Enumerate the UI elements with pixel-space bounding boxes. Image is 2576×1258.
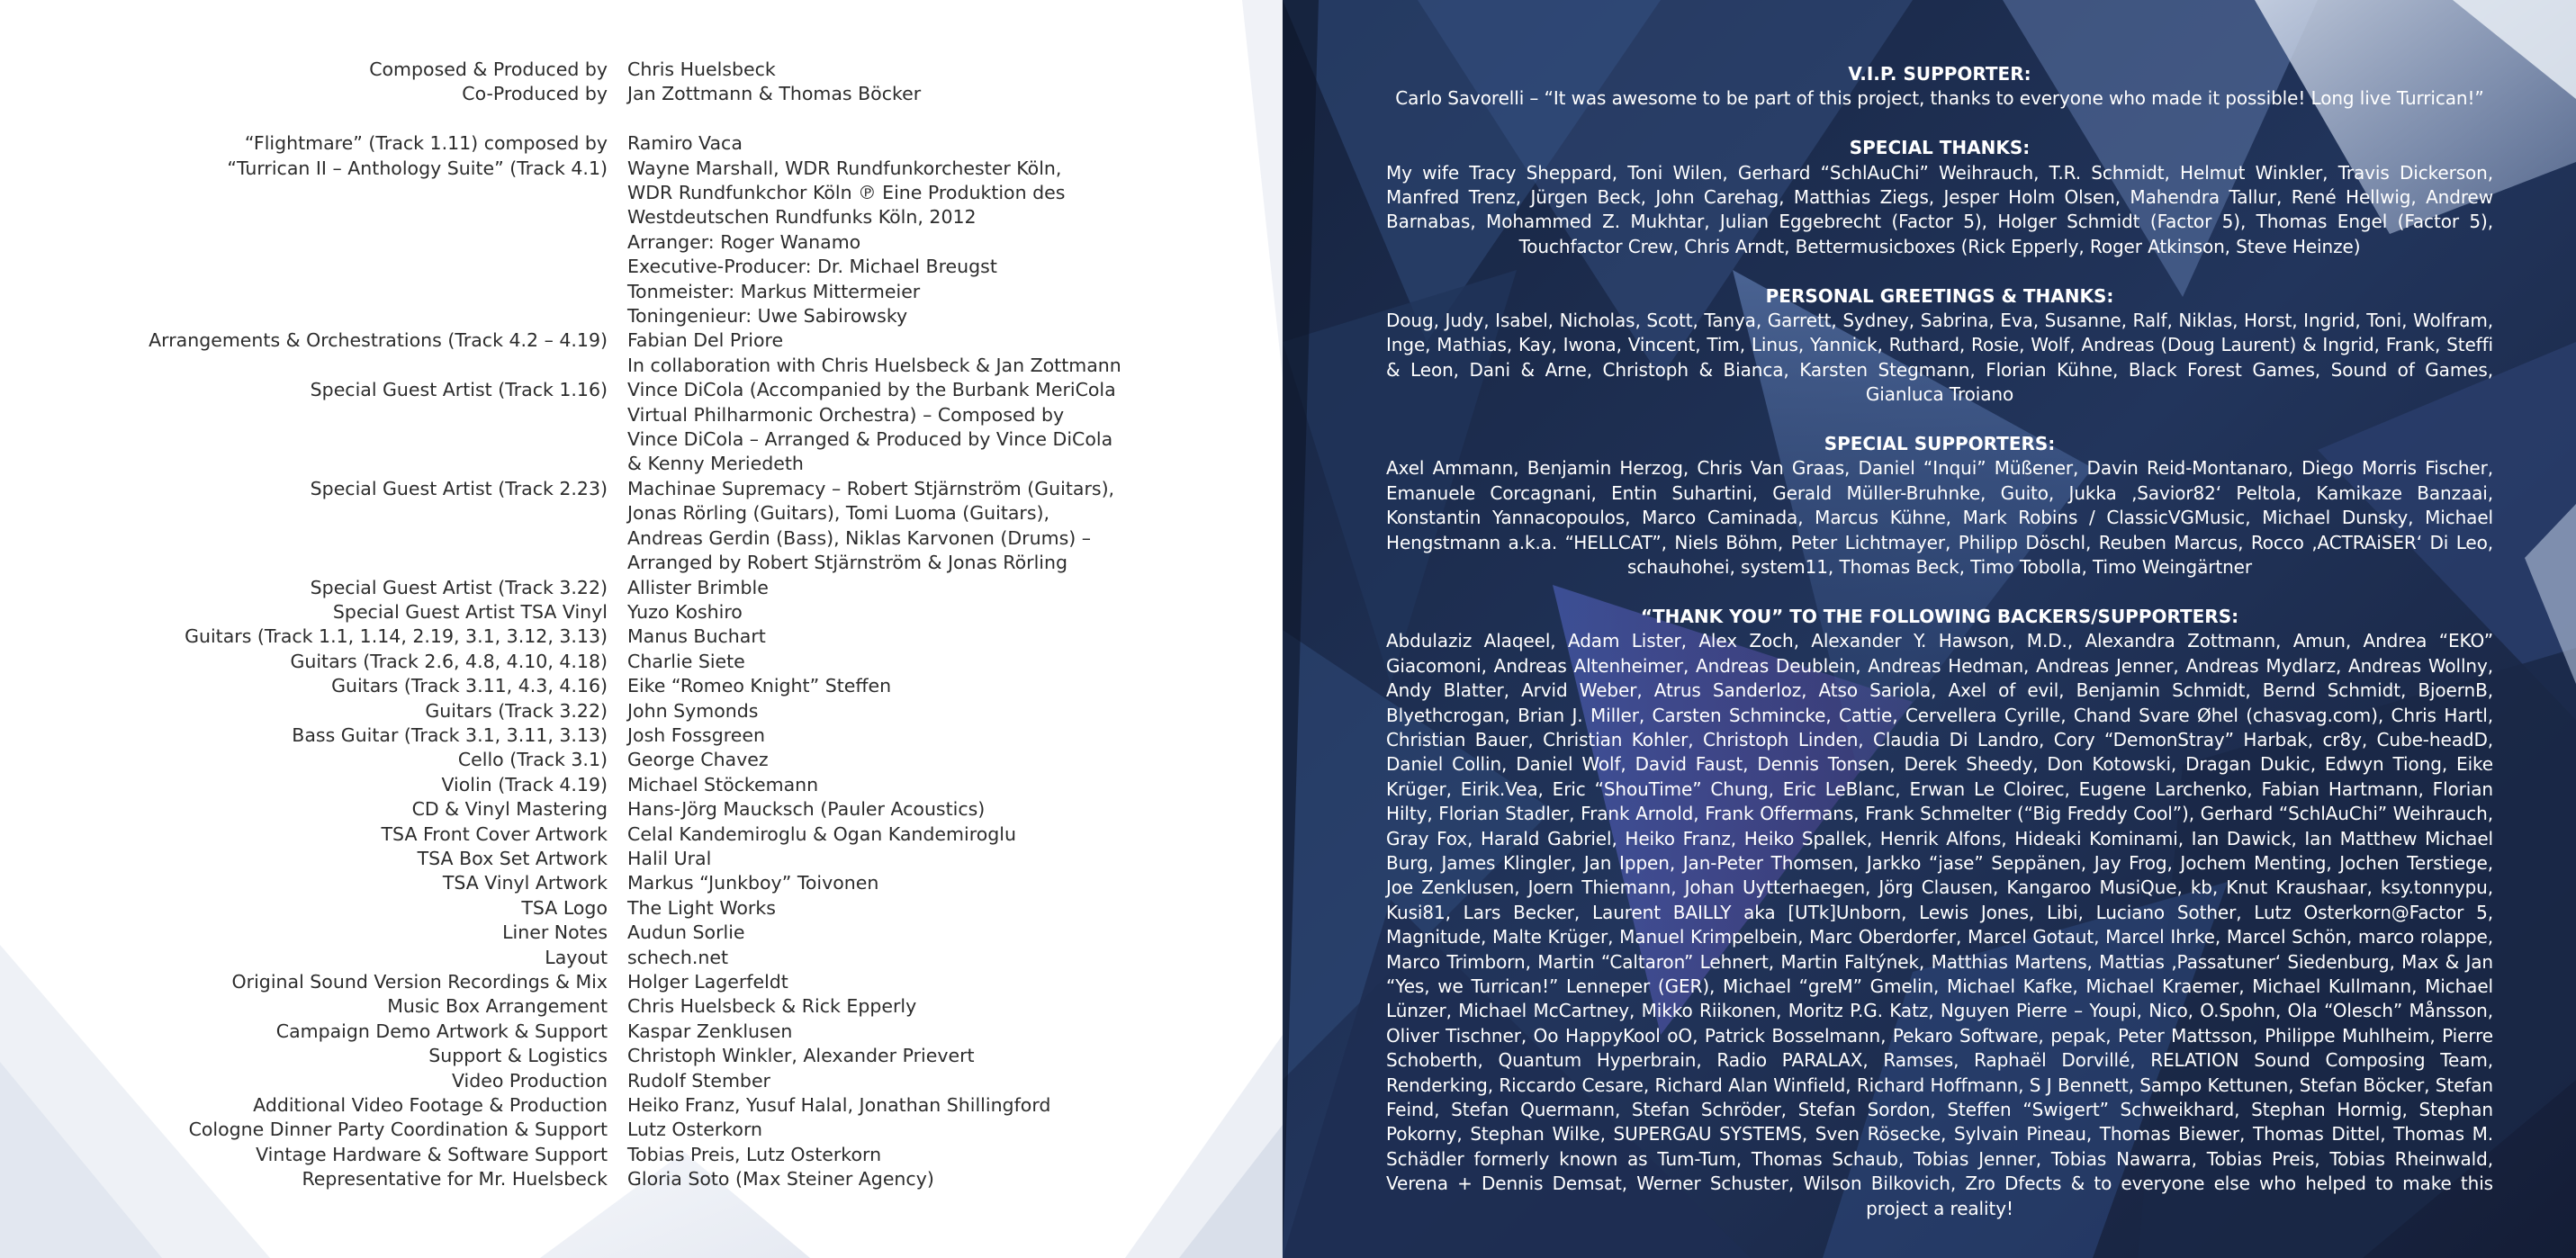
credit-name-line: Allister Brimble bbox=[627, 576, 769, 598]
special-supporters-heading: SPECIAL SUPPORTERS: bbox=[1824, 433, 2056, 455]
credit-names bbox=[627, 773, 1131, 797]
credit-names bbox=[627, 723, 1131, 748]
credit-name-line: Chris Huelsbeck & Rick Epperly bbox=[627, 995, 917, 1018]
credit-name-line: Markus “Junkboy” Toivonen bbox=[627, 872, 879, 894]
credit-role: Special Guest Artist (Track 2.23) bbox=[310, 477, 608, 499]
credit-role: Representative for Mr. Huelsbeck bbox=[302, 1168, 608, 1191]
credit-row bbox=[0, 699, 1283, 723]
credit-name-line: & Kenny Meriedeth bbox=[627, 453, 804, 475]
credit-role: “Flightmare” (Track 1.11) composed by bbox=[244, 132, 608, 155]
credit-row bbox=[0, 650, 1283, 674]
credit-row bbox=[0, 994, 1283, 1019]
credit-role: Cologne Dinner Party Coordination & Support bbox=[188, 1119, 608, 1141]
special-supporters-section bbox=[1386, 432, 2493, 580]
credit-name-line: Arranger: Roger Wanamo bbox=[627, 230, 861, 253]
credit-name-line: Machinae Supremacy – Robert Stjärnström (Guitars), bbox=[627, 477, 1115, 499]
credit-name-line: Jonas Rörling (Guitars), Tomi Luoma (Guitars), bbox=[627, 502, 1050, 525]
credit-names bbox=[627, 600, 1131, 625]
credit-name-line: Celal Kandemiroglu & Ogan Kandemiroglu bbox=[627, 822, 1016, 845]
special-thanks-heading: SPECIAL THANKS: bbox=[1849, 137, 2031, 159]
credit-names bbox=[627, 1167, 1131, 1191]
credit-names bbox=[627, 58, 1131, 82]
credit-name-line: Kaspar Zenklusen bbox=[627, 1020, 793, 1042]
credit-row bbox=[0, 600, 1283, 625]
credit-role: Co-Produced by bbox=[462, 83, 608, 105]
credit-name-line: Charlie Siete bbox=[627, 650, 745, 672]
credit-name-line: Vince DiCola (Accompanied by the Burbank MeriCola bbox=[627, 379, 1116, 401]
credit-name-line: schech.net bbox=[627, 946, 728, 968]
credit-row bbox=[0, 946, 1283, 970]
credit-names bbox=[627, 157, 1131, 329]
credit-name-line: Executive-Producer: Dr. Michael Breugst bbox=[627, 256, 997, 278]
credit-name-line: John Symonds bbox=[627, 699, 759, 722]
credit-role: Special Guest Artist TSA Vinyl bbox=[332, 600, 608, 623]
credit-name-line: Yuzo Koshiro bbox=[627, 600, 743, 623]
credit-name-line: Heiko Franz, Yusuf Halal, Jonathan Shillingford bbox=[627, 1094, 1051, 1117]
credit-row bbox=[0, 157, 1283, 329]
credit-role: Guitars (Track 3.11, 4.3, 4.16) bbox=[331, 675, 608, 697]
credit-names bbox=[627, 625, 1131, 649]
credit-names bbox=[627, 847, 1131, 871]
credit-name-line: Andreas Gerdin (Bass), Niklas Karvonen (Drums) – bbox=[627, 526, 1092, 549]
credit-role: Special Guest Artist (Track 3.22) bbox=[310, 576, 608, 598]
personal-greetings-heading: PERSONAL GREETINGS & THANKS: bbox=[1765, 284, 2114, 307]
credit-name-line: Lutz Osterkorn bbox=[627, 1119, 763, 1141]
personal-greetings-body: Doug, Judy, Isabel, Nicholas, Scott, Tanya, Garrett, Sydney, Sabrina, Eva, Susanne, Ralf, Niklas, Horst, Ingrid, Toni, Wolfram, Inge, Mathias, Kay, Iwona, Vincent, Tim, Linus, Yannick, Ruthard, Rosie, Wolf, Andreas (Doug Laurent) & Ingrid, Frank, Steffi & Leon, Dani & Arne, Christoph & Bianca, Karsten Stegmann, Florian Kühne, Black Forest Games, Sound of Games, Gianluca Troiano bbox=[1386, 310, 2493, 406]
credit-name-line: Holger Lagerfeldt bbox=[627, 971, 788, 993]
credit-names bbox=[627, 1020, 1131, 1044]
credit-name-line: The Light Works bbox=[627, 896, 776, 919]
credit-role: Support & Logistics bbox=[428, 1045, 608, 1067]
credit-row bbox=[0, 131, 1283, 156]
credit-role: TSA Vinyl Artwork bbox=[442, 872, 608, 894]
credit-role: Guitars (Track 1.1, 1.14, 2.19, 3.1, 3.12, 3.13) bbox=[185, 625, 608, 648]
credit-role: “Turrican II – Anthology Suite” (Track 4.1) bbox=[227, 157, 608, 179]
credit-names bbox=[627, 994, 1131, 1019]
credit-row bbox=[0, 896, 1283, 921]
backers-heading: “THANK YOU” TO THE FOLLOWING BACKERS/SUPPORTERS: bbox=[1640, 605, 2239, 627]
credit-name-line: WDR Rundfunkchor Köln ℗ Eine Produktion des bbox=[627, 182, 1066, 204]
credit-role: Guitars (Track 2.6, 4.8, 4.10, 4.18) bbox=[290, 650, 608, 672]
credit-row bbox=[0, 82, 1283, 106]
credit-row bbox=[0, 1143, 1283, 1167]
special-thanks-body: My wife Tracy Sheppard, Toni Wilen, Gerhard “SchlAuChi” Weihrauch, T.R. Schmidt, Helmut Winkler, Travis Dickerson, Manfred Trenz, Jürgen Beck, John Carehag, Matthias Ziegs, Jesper Holm Olsen, Mahendra Tallur, René Hellwig, Andrew Barnabas, Mohammed Z. Mukhtar, Julian Eggebrecht (Factor 5), Holger Schmidt (Factor 5), Thomas Engel (Factor 5), Touchfactor Crew, Chris Arndt, Bettermusicboxes (Rick Epperly, Roger Atkinson, Steve Heinze) bbox=[1386, 161, 2493, 257]
credit-role: Special Guest Artist (Track 1.16) bbox=[310, 379, 608, 401]
credits-spacer bbox=[0, 107, 1283, 131]
credit-names bbox=[627, 1143, 1131, 1167]
credit-name-line: Arranged by Robert Stjärnström & Jonas Rörling bbox=[627, 552, 1067, 574]
credit-role: CD & Vinyl Mastering bbox=[411, 798, 608, 821]
credits-page bbox=[0, 0, 1283, 1258]
credit-names bbox=[627, 328, 1131, 378]
credit-names bbox=[627, 650, 1131, 674]
credit-row bbox=[0, 625, 1283, 649]
credit-role: TSA Front Cover Artwork bbox=[381, 822, 608, 845]
credit-names bbox=[627, 477, 1131, 576]
credit-role: Composed & Produced by bbox=[369, 58, 608, 80]
credit-row bbox=[0, 1093, 1283, 1118]
credit-row bbox=[0, 576, 1283, 600]
credit-role: Music Box Arrangement bbox=[387, 995, 608, 1018]
credit-names bbox=[627, 797, 1131, 822]
credit-role: Cello (Track 3.1) bbox=[457, 749, 608, 771]
credit-row bbox=[0, 1118, 1283, 1142]
credit-row bbox=[0, 847, 1283, 871]
credits-list bbox=[0, 58, 1283, 1192]
credit-name-line: Ramiro Vaca bbox=[627, 132, 743, 155]
credit-name-line: Hans-Jörg Maucksch (Pauler Acoustics) bbox=[627, 798, 986, 821]
credit-names bbox=[627, 946, 1131, 970]
credit-name-line: Toningenieur: Uwe Sabirowsky bbox=[627, 305, 908, 328]
credit-row bbox=[0, 773, 1283, 797]
credit-row bbox=[0, 871, 1283, 895]
credit-row bbox=[0, 1167, 1283, 1191]
vip-body: Carlo Savorelli – “It was awesome to be part of this project, thanks to everyone who made it possible! Long live Turrican!” bbox=[1395, 87, 2484, 110]
credit-row bbox=[0, 748, 1283, 772]
credit-names bbox=[627, 82, 1131, 106]
backers-section bbox=[1386, 605, 2493, 1221]
credit-row bbox=[0, 674, 1283, 698]
credit-role: Original Sound Version Recordings & Mix bbox=[231, 971, 608, 993]
credit-name-line: Tonmeister: Markus Mittermeier bbox=[627, 280, 921, 302]
credit-name-line: Jan Zottmann & Thomas Böcker bbox=[627, 83, 922, 105]
credit-name-line: Michael Stöckemann bbox=[627, 773, 819, 795]
backers-body: Abdulaziz Alaqeel, Adam Lister, Alex Zoch, Alexander Y. Hawson, M.D., Alexandra Zottmann, Amun, Andrea “EKO” Giacomoni, Andreas Altenheimer, Andreas Deublein, Andreas Hedman, Andreas Jenner, Andreas Mydlarz, Andreas Wollny, Andy Blatter, Arvid Weber, Atrus Sanderloz, Atso Sariola, Axel of evil, Benjamin Schmidt, Bernd Schmidt, BjoernB, Blyethcrogan, Brian J. Miller, Carsten Schmincke, Cattie, Cervellera Cyrille, Chand Svare Øhel (chasvag.com), Chris Hartl, Christian Bauer, Christian Kohler, Christoph Linden, Claudia Di Landro, Cory “DemonStray” Harbak, cr8y, Cube-headD, Daniel Collin, Daniel Wolf, David Faust, Dennis Tonsen, Derek Sheedy, Don Kotowski, Dragan Dukic, Edwyn Tiong, Eike Krüger, Eirik.Vea, Eric “ShouTime” Chung, Eric LeBlanc, Erwan Le Cloirec, Eugene Larchenko, Fabian Hartmann, Florian Hilty, Florian Stadler, Frank Arnold, Frank Offermans, Frank Schmelter (“Big Freddy Cool”), Gerhard “SchlAuChi” Weihrauch, Gray Fox, Harald Gabriel, Heiko Franz, Heiko Spallek, Henrik Alfons, Hideaki Kominami, Ian Dawick, Ian Matthew Michael Burg, James Klingler, Jan Ippen, Jan-Peter Thomsen, Jarkko “jase” Seppänen, Jay Frog, Jochem Menting, Jochen Terstiege, Joe Zenklusen, Joern Thiemann, Johan Uytterhaegen, Jörg Clausen, Kangaroo MusiQue, kb, Knut Kraushaar, ksy.tonnypu, Kusi81, Lars Becker, Laurent BAILLY aka [UTk]Unborn, Lewis Jones, Libi, Luciano Sother, Lutz Osterkorn@Factor 5, Magnitude, Malte Krüger, Manuel Krimpelbein, Marc Oberdorfer, Marcel Gotaut, Marcel Ihrke, Marcel Schön, marco rolappe, Marco Trimborn, Martin “Caltaron” Lehnert, Martin Faltýnek, Matthias Martens, Mattias ‚Passatuner‘ Siedenburg, Max & Jan “Yes, we Turrican!” Lenneper (GER), Michael “greM” Gmelin, Michael Kafke, Michael Kraemer, Michael Kullmann, Michael Lünzer, Michael McCartney, Mikko Riikonen, Moritz P.G. Katz, Nguyen Pierre – Youpi, Nico, O.Spohn, Ola “Olesch” Månsson, Oliver Tischner, Oo HappyKool oO, Patrick Bosselmann, Pekaro Software, pepak, Peter Mattsson, Philippe Muhlheim, Pierre Schoberth, Quantum Hyperbrain, Radio PARALAX, Ramses, Raphaël Dorvillé, RELATION Sound Composing Team, Renderking, Riccardo Cesare, Richard Alan Winfield, Richard Hoffmann, S J Bennett, Sampo Kettunen, Stefan Böcker, Stefan Feind, Stefan Quermann, Stefan Schröder, Stefan Sordon, Steffen “Swigert” Schweikhard, Stephan Hormig, Stephan Pokorny, Stephan Wilke, SUPERGAU SYSTEMS, Sven Rösecke, Sylvain Pineau, Thomas Biewer, Thomas Dittel, Thomas M. Schädler formerly known as Tum-Tum, Thomas Schaub, Tobias Jenner, Tobias Nawarra, Tobias Preis, Tobias Rheinwald, Verena + Dennis Demsat, Werner Schuster, Wilson Bilkovich, Zro Dfects & to everyone else who helped to make this project a reality! bbox=[1386, 630, 2493, 1219]
credit-name-line: George Chavez bbox=[627, 749, 769, 771]
credit-name-line: Virtual Philharmonic Orchestra) – Composed by bbox=[627, 403, 1065, 426]
credit-row bbox=[0, 477, 1283, 576]
credit-name-line: Christoph Winkler, Alexander Prievert bbox=[627, 1045, 975, 1067]
special-supporters-body: Axel Ammann, Benjamin Herzog, Chris Van Graas, Daniel “Inqui” Müßener, Davin Reid-Montanaro, Diego Morris Fischer, Emanuele Corcagnani, Entin Suhartini, Gerald Müller-Bruhnke, Guito, Jukka ‚Savior82‘ Peltola, Kamikaze Banzaai, Konstantin Yannacopoulos, Marco Caminada, Marcus Kühne, Mark Robins / ClassicVGMusic, Michael Dunsky, Michael Hengstmann a.k.a. “HELLCAT”, Niels Böhm, Peter Lichtmayer, Philipp Döschl, Reuben Marcus, Rocco ‚ACTRAiSER‘ Di Leo, schauhohei, system11, Thomas Beck, Timo Tobolla, Timo Weingärtner bbox=[1386, 457, 2493, 579]
credit-row bbox=[0, 1069, 1283, 1093]
credit-name-line: In collaboration with Chris Huelsbeck & Jan Zottmann bbox=[627, 354, 1121, 376]
credit-name-line: Vince DiCola – Arranged & Produced by Vince DiCola bbox=[627, 428, 1113, 451]
credit-names bbox=[627, 921, 1131, 945]
credit-names bbox=[627, 378, 1131, 477]
credit-row bbox=[0, 378, 1283, 477]
credit-names bbox=[627, 674, 1131, 698]
credit-names bbox=[627, 699, 1131, 723]
credit-role: Campaign Demo Artwork & Support bbox=[275, 1020, 608, 1042]
credit-name-line: Halil Ural bbox=[627, 847, 712, 869]
credit-names bbox=[627, 822, 1131, 847]
credit-name-line: Chris Huelsbeck bbox=[627, 58, 776, 80]
credit-row bbox=[0, 1020, 1283, 1044]
credit-row bbox=[0, 797, 1283, 822]
credit-name-line: Manus Buchart bbox=[627, 625, 766, 648]
credit-names bbox=[627, 871, 1131, 895]
credit-names bbox=[627, 1069, 1131, 1093]
credit-name-line: Eike “Romeo Knight” Steffen bbox=[627, 675, 892, 697]
credit-names bbox=[627, 1093, 1131, 1118]
personal-greetings-section bbox=[1386, 284, 2493, 408]
credit-role: Violin (Track 4.19) bbox=[441, 773, 608, 795]
credit-role: Liner Notes bbox=[502, 921, 608, 944]
credit-row bbox=[0, 921, 1283, 945]
vip-section bbox=[1386, 62, 2493, 112]
credit-name-line: Audun Sorlie bbox=[627, 921, 745, 944]
credit-names bbox=[627, 748, 1131, 772]
credit-role: Guitars (Track 3.22) bbox=[425, 699, 608, 722]
credit-role: Vintage Hardware & Software Support bbox=[256, 1143, 608, 1165]
vip-heading: V.I.P. SUPPORTER: bbox=[1848, 63, 2031, 85]
credit-names bbox=[627, 131, 1131, 156]
credit-name-line: Gloria Soto (Max Steiner Agency) bbox=[627, 1168, 934, 1191]
credit-name-line: Fabian Del Priore bbox=[627, 329, 784, 352]
thanks-text bbox=[1386, 62, 2493, 1245]
credit-names bbox=[627, 896, 1131, 921]
credit-names bbox=[627, 576, 1131, 600]
special-thanks-section bbox=[1386, 136, 2493, 259]
credit-row bbox=[0, 970, 1283, 994]
credit-names bbox=[627, 1044, 1131, 1068]
credit-name-line: Westdeutschen Rundfunks Köln, 2012 bbox=[627, 206, 977, 229]
credit-row bbox=[0, 58, 1283, 82]
credit-role: Layout bbox=[545, 946, 608, 968]
credit-name-line: Tobias Preis, Lutz Osterkorn bbox=[627, 1143, 882, 1165]
credit-name-line: Rudolf Stember bbox=[627, 1069, 770, 1092]
credit-role: Arrangements & Orchestrations (Track 4.2 – 4.19) bbox=[149, 329, 608, 352]
credit-role: Additional Video Footage & Production bbox=[253, 1094, 608, 1117]
credit-row bbox=[0, 723, 1283, 748]
credit-name-line: Wayne Marshall, WDR Rundfunkorchester Köln, bbox=[627, 157, 1062, 179]
credit-row bbox=[0, 822, 1283, 847]
credit-name-line: Josh Fossgreen bbox=[627, 723, 765, 746]
credit-role: TSA Box Set Artwork bbox=[417, 847, 608, 869]
credit-role: TSA Logo bbox=[521, 896, 608, 919]
credit-row bbox=[0, 328, 1283, 378]
credit-role: Bass Guitar (Track 3.1, 3.11, 3.13) bbox=[292, 723, 608, 746]
credit-names bbox=[627, 970, 1131, 994]
credit-names bbox=[627, 1118, 1131, 1142]
credit-row bbox=[0, 1044, 1283, 1068]
credit-role: Video Production bbox=[451, 1069, 608, 1092]
thanks-page bbox=[1283, 0, 2576, 1258]
